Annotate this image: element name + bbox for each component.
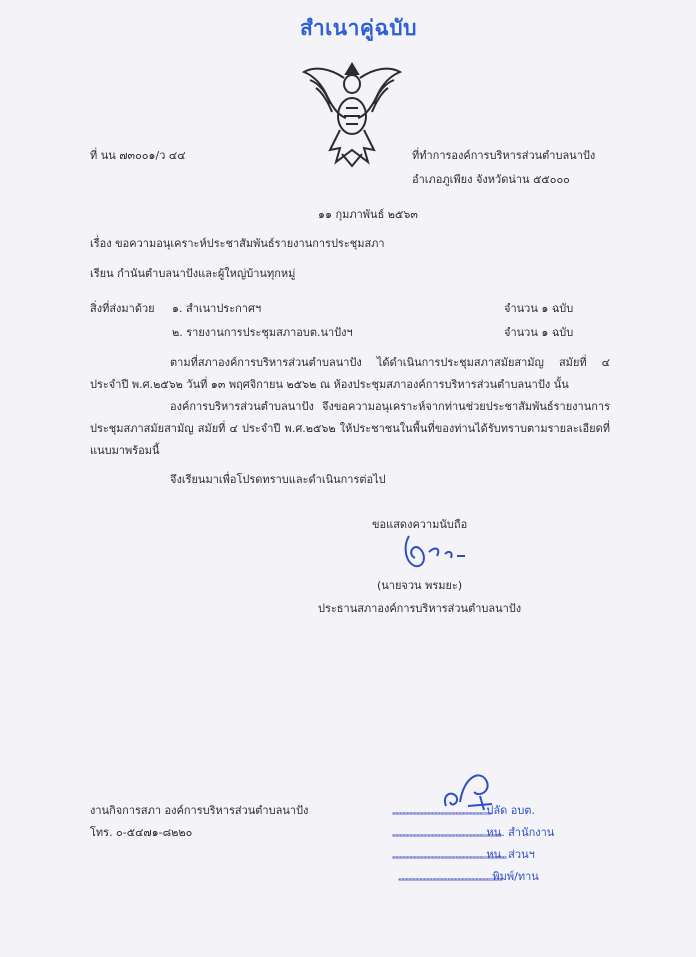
routing-dots-2: .......................... [392, 826, 483, 839]
org-address-line2: อำเภอภูเพียง จังหวัดน่าน ๕๕๐๐๐ [412, 173, 570, 186]
enclosure-qty-2: จำนวน ๑ ฉบับ [504, 326, 574, 339]
enclosure-qty-1: จำนวน ๑ ฉบับ [504, 302, 574, 315]
signer-title: ประธานสภาองค์การบริหารส่วนตำบลนาปัง [318, 602, 522, 615]
routing-dots-3: .......................... [392, 848, 483, 861]
enclosures-label: สิ่งที่ส่งมาด้วย [90, 302, 155, 315]
org-address-line1: ที่ทำการองค์การบริหารส่วนตำบลนาปัง [412, 149, 596, 162]
addressee-line: เรียน กำนันตำบลนาปังและผู้ใหญ่บ้านทุกหมู่ [90, 267, 296, 280]
routing-label-2: หน. สำนักงาน [486, 826, 555, 839]
reference-number: ที่ นน ๗๓๐๐๑/ว ๔๔ [90, 149, 186, 162]
closing-phrase: ขอแสดงความนับถือ [372, 518, 468, 531]
signature-mark [395, 532, 475, 572]
enclosure-item-2: ๒. รายงานการประชุมสภาอบต.นาปังฯ [172, 326, 353, 339]
routing-dots-4: .......................... [398, 870, 489, 883]
footer-department: งานกิจการสภา องค์การบริหารส่วนตำบลนาปัง [90, 804, 309, 817]
routing-label-3: หน. ส่วนฯ [486, 848, 535, 861]
subject-line: เรื่อง ขอความอนุเคราะห์ประชาสัมพันธ์รายงานการประชุมสภา [90, 237, 385, 250]
body-paragraph-2: องค์การบริหารส่วนตำบลนาปัง จึงขอความอนุเคราะห์จากท่านช่วยประชาสัมพันธ์รายงานการประชุมสภาสมัยสามัญ สมัยที่ ๔ ประจำปี พ.ศ.๒๕๖๒ ให้ประชาชนในพื้นที่ของท่านได้รับทราบตามรายละเอียดที่แนบมาพร้อมนี้ [90, 400, 610, 457]
garuda-emblem-icon [300, 58, 404, 168]
routing-label-1: ปลัด อบต. [486, 804, 536, 817]
enclosure-item-1: ๑. สำเนาประกาศฯ [172, 302, 262, 315]
body-paragraph-1: ตามที่สภาองค์การบริหารส่วนตำบลนาปัง ได้ดำเนินการประชุมสภาสมัยสามัญ สมัยที่ ๔ ประจำปี พ.ศ.๒๕๖๒ วันที่ ๑๓ พฤศจิกายน ๒๕๖๒ ณ ห้องประชุมสภาองค์การบริหารส่วนตำบลนาปัง นั้น [90, 356, 610, 391]
document-date: ๑๑ กุมภาพันธ์ ๒๕๖๓ [318, 208, 418, 221]
routing-label-4: พิมพ์/ทาน [492, 870, 539, 883]
body-paragraph-3: จึงเรียนมาเพื่อโปรดทราบและดำเนินการต่อไป [170, 473, 386, 486]
signer-name: (นายจวน พรมยะ) [377, 579, 463, 592]
routing-dots-1: .......................... [392, 804, 483, 817]
copy-stamp: สำเนาคู่ฉบับ [300, 16, 417, 40]
footer-phone: โทร. ๐-๕๔๗๑-๘๒๒๐ [90, 826, 193, 839]
